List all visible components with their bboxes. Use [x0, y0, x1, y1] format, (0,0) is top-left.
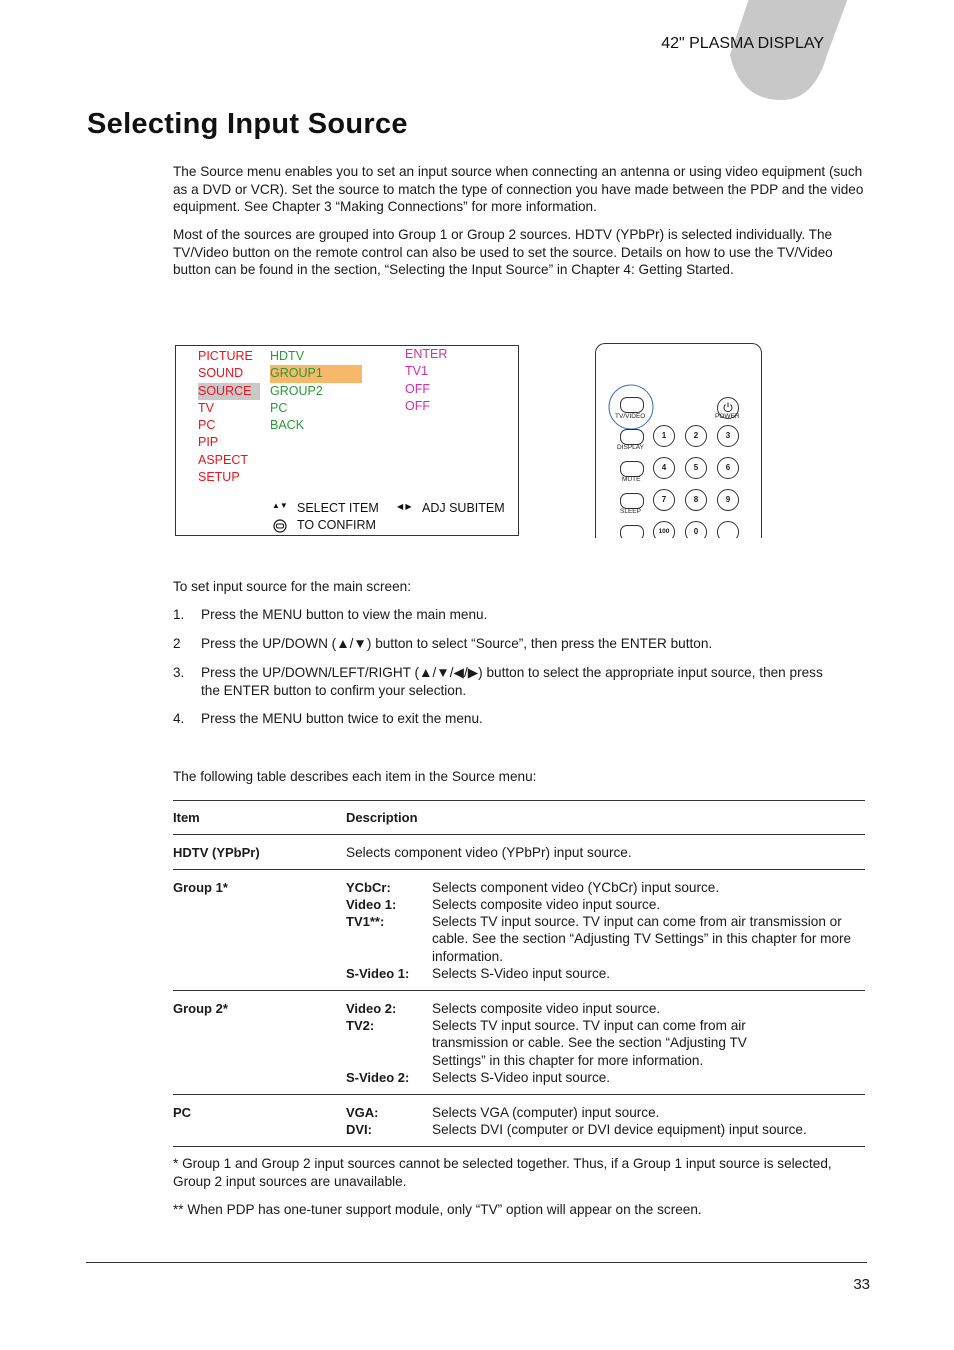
- key-7-button[interactable]: 7: [653, 489, 675, 511]
- osd-value-item: OFF: [405, 398, 430, 413]
- osd-main-item: SETUP: [198, 470, 240, 485]
- key-6-button[interactable]: 6: [717, 457, 739, 479]
- step-number: 4.: [173, 711, 185, 726]
- page-title: Selecting Input Source: [87, 108, 408, 140]
- table-desc: Selects S-Video input source.: [432, 966, 611, 981]
- osd-value-item: ENTER: [405, 347, 448, 361]
- footnote-2: ** When PDP has one-tuner support module, only “TV” option will appear on the screen.: [173, 1202, 702, 1217]
- step-number: 2: [173, 636, 181, 651]
- table-key: Video 2:: [346, 1001, 397, 1016]
- table-key: TV1**:: [346, 914, 385, 929]
- mute-label: MUTE: [622, 476, 641, 483]
- table-desc: Selects composite video input source.: [432, 897, 661, 912]
- osd-main-item: ASPECT: [198, 452, 249, 467]
- table-row-item: Group 2*: [173, 1001, 228, 1016]
- updown-arrows-icon: ▲▼: [272, 501, 288, 510]
- osd-sub-item: GROUP2: [270, 383, 323, 398]
- table-header-item: Item: [173, 810, 200, 825]
- osd-main-item: PC: [198, 418, 216, 433]
- leftright-arrows-icon: ◀ ▶: [397, 502, 412, 511]
- table-key: S-Video 1:: [346, 966, 410, 981]
- table-key: Video 1:: [346, 897, 397, 912]
- sleep-button[interactable]: [620, 493, 644, 509]
- table-desc: Selects TV input source. TV input can come from air transmission or cable. See the section “Adjusting TV Settings” in this chapter for more information.: [432, 914, 852, 964]
- enter-icon: [273, 519, 287, 533]
- footnote-1: * Group 1 and Group 2 input sources cannot be selected together. Thus, if a Group 1 input source is selected, Group 2 input sources are unavailable.: [173, 1156, 832, 1189]
- table-intro: The following table describes each item in the Source menu:: [173, 769, 537, 784]
- key-5-button[interactable]: 5: [685, 457, 707, 479]
- table-desc: Selects VGA (computer) input source.: [432, 1105, 660, 1120]
- osd-confirm-hint: TO CONFIRM: [297, 518, 376, 532]
- table-key: VGA:: [346, 1105, 379, 1120]
- osd-main-item: TV: [198, 400, 214, 415]
- remote-control-illustration: [595, 343, 763, 538]
- key-8-button[interactable]: 8: [685, 489, 707, 511]
- osd-value-column: [405, 346, 447, 415]
- osd-adj-subitem-hint: ADJ SUBITEM: [422, 501, 505, 515]
- intro-paragraph-1: The Source menu enables you to set an input source when connecting an antenna or using video equipment (such as a DVD or VCR). Set the source to match the type of connection you have made between the PDP and the video equipment. See Chapter 3 “Making Connections” for more information.: [173, 164, 864, 214]
- step-number: 3.: [173, 665, 185, 680]
- table-row-item: HDTV (YPbPr): [173, 845, 260, 860]
- osd-select-item-hint: SELECT ITEM: [297, 501, 379, 515]
- osd-sub-item: HDTV: [270, 349, 305, 363]
- osd-value-item: OFF: [405, 381, 430, 396]
- display-button[interactable]: [620, 429, 644, 445]
- osd-main-item-selected: SOURCE: [198, 383, 260, 400]
- key-0-button[interactable]: 0: [685, 521, 707, 538]
- key-3-button[interactable]: 3: [717, 425, 739, 447]
- step-text: Press the MENU button to view the main menu.: [201, 607, 488, 622]
- key-100-button[interactable]: 100: [653, 521, 675, 538]
- key-9-button[interactable]: 9: [717, 489, 739, 511]
- table-row-item: PC: [173, 1105, 192, 1120]
- tv-video-button[interactable]: [620, 397, 644, 413]
- table-desc: Selects composite video input source.: [432, 1001, 661, 1016]
- page-number: 33: [853, 1276, 870, 1293]
- osd-main-item: PIP: [198, 435, 219, 450]
- osd-sub-menu: [270, 348, 362, 434]
- osd-value-item: TV1: [405, 364, 428, 379]
- key-2-button[interactable]: 2: [685, 425, 707, 447]
- step-number: 1.: [173, 607, 185, 622]
- osd-main-menu: [198, 348, 260, 486]
- footer-rule: [86, 1262, 867, 1263]
- header-title: 42" PLASMA DISPLAY: [661, 35, 824, 52]
- step-text: Press the MENU button twice to exit the menu.: [201, 711, 483, 726]
- table-key: YCbCr:: [346, 880, 391, 895]
- remote-round-button[interactable]: [717, 521, 739, 538]
- key-1-button[interactable]: 1: [653, 425, 675, 447]
- table-row-desc: Selects component video (YPbPr) input source.: [346, 845, 632, 860]
- table-desc: Selects component video (YCbCr) input source.: [432, 880, 720, 895]
- intro-paragraph-2: Most of the sources are grouped into Group 1 or Group 2 sources. HDTV (YPbPr) is selected individually. The TV/Video button on the remote control can also be used to set the source. Details on how to use the TV/Video button can be found in the section, “Selecting the Input Source” in Chapter 4: Getting Started.: [173, 227, 833, 277]
- key-4-button[interactable]: 4: [653, 457, 675, 479]
- steps-intro: To set input source for the main screen:: [173, 579, 412, 594]
- osd-sub-item: PC: [270, 400, 288, 415]
- mute-button[interactable]: [620, 461, 644, 477]
- table-desc: Selects TV input source. TV input can come from air transmission or cable. See the section “Adjusting TV Settings” in this chapter for more information.: [432, 1018, 747, 1068]
- tv-video-label: TV/VIDEO: [615, 413, 646, 420]
- osd-main-item: PICTURE: [198, 349, 253, 363]
- table-header-description: Description: [346, 810, 418, 825]
- table-desc: Selects DVI (computer or DVI device equipment) input source.: [432, 1122, 807, 1137]
- remote-oval-button[interactable]: [620, 525, 644, 538]
- table-key: TV2:: [346, 1018, 375, 1033]
- osd-sub-item: BACK: [270, 418, 305, 433]
- osd-sub-item-selected: GROUP1: [270, 365, 362, 382]
- table-key: S-Video 2:: [346, 1070, 410, 1085]
- table-desc: Selects S-Video input source.: [432, 1070, 611, 1085]
- power-icon: [722, 401, 734, 413]
- step-text: Press the UP/DOWN (▲/▼) button to select “Source”, then press the ENTER button.: [201, 636, 713, 651]
- step-text: Press the UP/DOWN/LEFT/RIGHT (▲/▼/◀/▶) button to select the appropriate input source, then press the ENTER button to confirm your selection.: [201, 665, 823, 698]
- sleep-label: SLEEP: [620, 508, 641, 515]
- osd-main-item: SOUND: [198, 366, 244, 381]
- table-row-item: Group 1*: [173, 880, 228, 895]
- source-menu-osd: [175, 345, 519, 536]
- display-label: DISPLAY: [617, 444, 644, 451]
- power-label: POWER: [715, 413, 740, 420]
- table-key: DVI:: [346, 1122, 372, 1137]
